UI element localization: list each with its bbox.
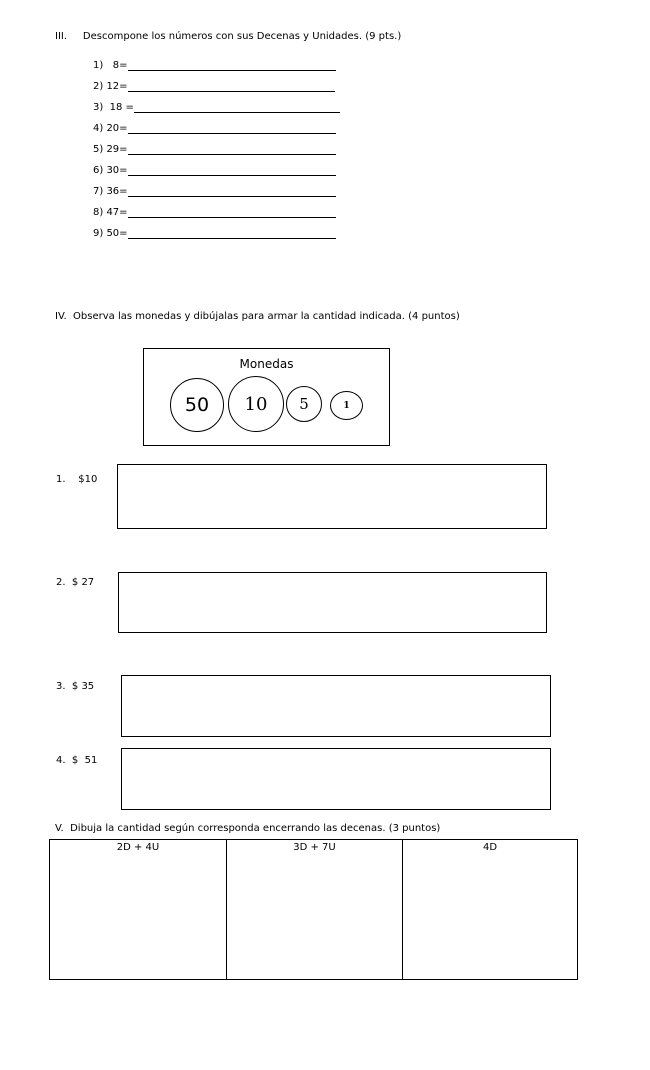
answer-line[interactable]: [128, 165, 336, 176]
item-label: 8) 47=: [93, 207, 128, 218]
drawing-box-4[interactable]: [121, 748, 551, 810]
draw-cell-2[interactable]: [226, 839, 403, 980]
draw-cell-3[interactable]: [402, 839, 578, 980]
section-4-title: IV. Observa las monedas y dibújalas para armar la cantidad indicada. (4 puntos): [55, 311, 460, 322]
draw-cell-1[interactable]: [49, 839, 227, 980]
coin-10-icon: [228, 376, 284, 432]
item-label: 9) 50=: [93, 228, 128, 239]
answer-line[interactable]: [128, 144, 336, 155]
amount-label-2: 2. $ 27: [56, 577, 95, 588]
amount-label-1: 1. $10: [56, 474, 98, 485]
decompose-item-3: [93, 102, 340, 113]
answer-line[interactable]: [128, 60, 336, 71]
drawing-box-1[interactable]: [117, 464, 547, 529]
coin-value: 5: [299, 395, 309, 413]
section-3-title: III. Descompone los números con sus Decenas y Unidades. (9 pts.): [55, 31, 402, 42]
cell-header: 4D: [482, 842, 498, 853]
answer-line[interactable]: [128, 123, 336, 134]
item-label: 7) 36=: [93, 186, 128, 197]
cell-header: 2D + 4U: [116, 842, 160, 853]
decompose-item-8: [93, 207, 336, 218]
item-label: 3) 18 =: [93, 102, 134, 113]
coin-value: 10: [244, 393, 268, 415]
item-label: 6) 30=: [93, 165, 128, 176]
coin-value: 50: [184, 394, 210, 416]
drawing-box-2[interactable]: [118, 572, 547, 633]
drawing-box-3[interactable]: [121, 675, 551, 737]
decompose-item-6: [93, 165, 336, 176]
item-label: 1) 8=: [93, 60, 128, 71]
decompose-item-5: [93, 144, 336, 155]
item-label: 5) 29=: [93, 144, 128, 155]
amount-label-4: 4. $ 51: [56, 755, 98, 766]
decompose-item-4: [93, 123, 336, 134]
answer-line[interactable]: [128, 207, 336, 218]
answer-line[interactable]: [128, 81, 335, 92]
item-label: 4) 20=: [93, 123, 128, 134]
coin-5-icon: [286, 386, 322, 422]
coins-title: Monedas: [239, 357, 294, 371]
decompose-item-1: [93, 60, 336, 71]
coin-50-icon: [170, 378, 224, 432]
amount-label-3: 3. $ 35: [56, 681, 95, 692]
cell-header: 3D + 7U: [293, 842, 336, 853]
answer-line[interactable]: [128, 228, 336, 239]
decompose-item-9: [93, 228, 336, 239]
decompose-item-2: [93, 81, 335, 92]
answer-line[interactable]: [128, 186, 336, 197]
coin-value: 1: [343, 400, 350, 411]
item-label: 2) 12=: [93, 81, 128, 92]
answer-line[interactable]: [134, 102, 340, 113]
section-5-title: V. Dibuja la cantidad según corresponda encerrando las decenas. (3 puntos): [55, 823, 441, 834]
decompose-item-7: [93, 186, 336, 197]
coin-1-icon: [330, 391, 363, 420]
